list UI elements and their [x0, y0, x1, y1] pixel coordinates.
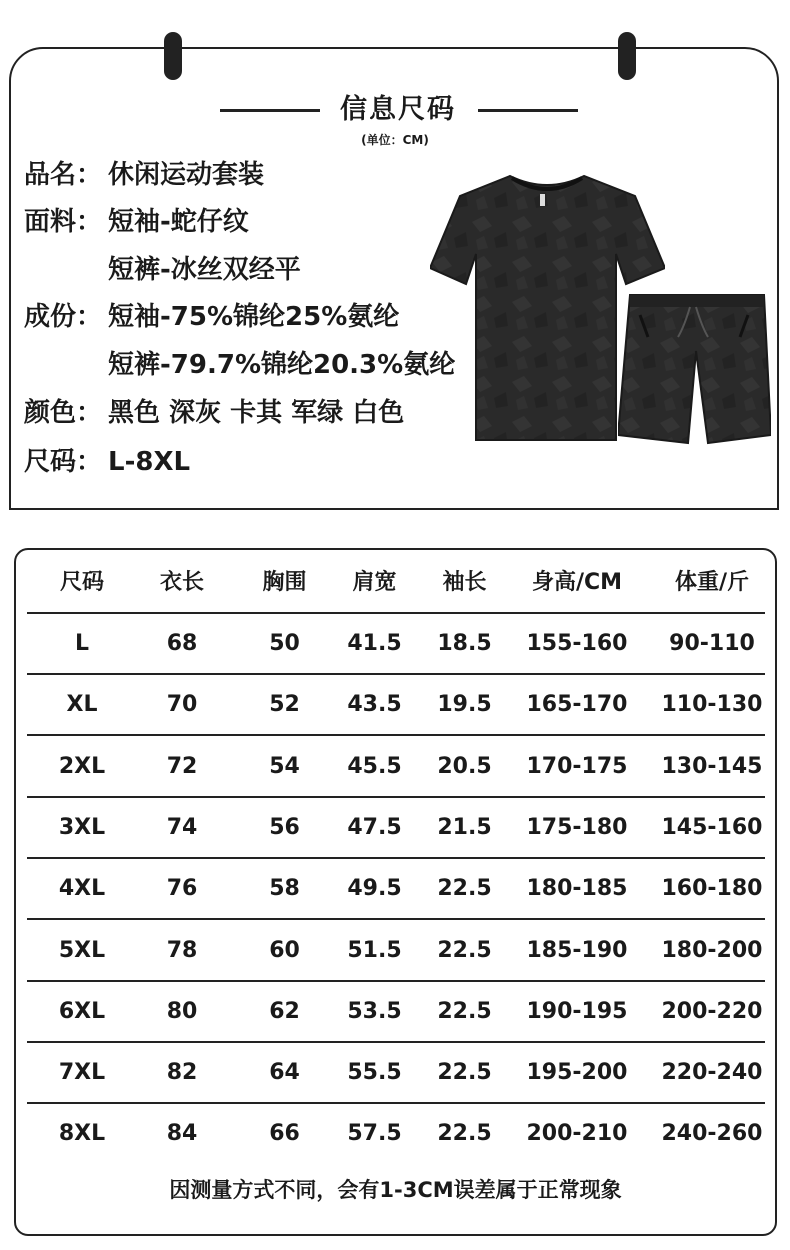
measurement-note: 因测量方式不同，会有1-3CM误差属于正常现象: [169, 1178, 622, 1202]
spec-fabric-value-2: 短裤-冰丝双经平: [108, 255, 301, 285]
cell-weight: 90-110: [669, 631, 755, 656]
binder-pin-right: [618, 32, 636, 80]
cell-shoulder: 53.5: [347, 998, 402, 1024]
cell-weight: 200-220: [661, 998, 763, 1024]
header-length: 衣长: [159, 570, 204, 595]
cell-chest: 58: [269, 876, 300, 902]
cell-height: 170-175: [526, 753, 628, 779]
title-row: [0, 92, 790, 132]
cell-sleeve: 22.5: [437, 1060, 492, 1086]
cell-height: 190-195: [526, 998, 628, 1024]
cell-weight: 240-260: [661, 1121, 763, 1147]
spec-composition: [24, 300, 399, 334]
table-row: [27, 614, 765, 675]
spec-color-value: 黑色 深灰 卡其 军绿 白色: [108, 398, 405, 428]
cell-size: 2XL: [58, 753, 106, 779]
cell-length: 74: [166, 814, 198, 840]
cell-height: 175-180: [526, 814, 628, 840]
cell-height: 195-200: [526, 1060, 628, 1086]
cell-chest: 66: [269, 1121, 300, 1147]
spec-composition-value-2: 短裤-79.7%锦纶20.3%氨纶: [108, 350, 456, 380]
shorts-image: [618, 293, 771, 445]
cell-length: 68: [166, 631, 198, 656]
table-row: [27, 675, 765, 736]
cell-size: 8XL: [58, 1121, 106, 1147]
cell-shoulder: 45.5: [347, 753, 402, 779]
cell-height: 180-185: [526, 876, 628, 902]
unit-caption: (单位：CM): [361, 133, 429, 147]
cell-length: 84: [166, 1121, 198, 1147]
table-row: [27, 1104, 765, 1165]
cell-weight: 110-130: [661, 692, 763, 718]
spec-size: [24, 445, 190, 479]
spec-color-label: 颜色：: [24, 398, 103, 428]
table-row: [27, 982, 765, 1043]
spec-composition-value-1: 短袖-75%锦纶25%氨纶: [108, 302, 400, 332]
cell-height: 185-190: [526, 937, 628, 963]
cell-shoulder: 55.5: [347, 1060, 402, 1086]
title-divider-right: [478, 109, 578, 112]
cell-length: 70: [166, 692, 198, 718]
cell-size: 5XL: [58, 937, 106, 963]
cell-chest: 60: [269, 937, 300, 963]
header-shoulder: 肩宽: [352, 570, 397, 595]
spec-name: [24, 158, 264, 192]
table-row: [27, 737, 765, 798]
cell-weight: 180-200: [661, 937, 763, 963]
cell-shoulder: 47.5: [347, 814, 402, 840]
cell-chest: 56: [269, 814, 300, 840]
spec-name-value: 休闲运动套装: [108, 160, 265, 190]
cell-shoulder: 49.5: [347, 876, 402, 902]
cell-height: 200-210: [526, 1121, 628, 1147]
spec-composition-label: 成份：: [24, 302, 103, 332]
spec-fabric-value-1: 短袖-蛇仔纹: [108, 207, 249, 237]
header-sleeve: 袖长: [442, 570, 487, 595]
cell-length: 76: [166, 876, 198, 902]
cell-chest: 50: [269, 631, 300, 656]
cell-shoulder: 51.5: [347, 937, 402, 963]
table-row: [27, 921, 765, 982]
cell-length: 80: [166, 998, 198, 1024]
cell-weight: 220-240: [661, 1060, 763, 1086]
cell-weight: 145-160: [661, 814, 763, 840]
cell-sleeve: 21.5: [437, 814, 492, 840]
cell-chest: 62: [269, 998, 300, 1024]
cell-weight: 160-180: [661, 876, 763, 902]
cell-height: 165-170: [526, 692, 628, 718]
cell-sleeve: 19.5: [437, 692, 492, 718]
header-weight: 体重/斤: [674, 570, 750, 595]
cell-length: 82: [166, 1060, 198, 1086]
cell-sleeve: 20.5: [437, 753, 492, 779]
cell-sleeve: 22.5: [437, 998, 492, 1024]
cell-sleeve: 18.5: [437, 631, 492, 656]
page-title: 信息尺码: [340, 94, 456, 125]
cell-size: 3XL: [58, 814, 106, 840]
header-chest: 胸围: [262, 570, 307, 595]
header-height: 身高/CM: [531, 570, 623, 595]
cell-size: XL: [66, 692, 98, 718]
cell-height: 155-160: [526, 631, 628, 656]
title-divider-left: [220, 109, 320, 112]
cell-chest: 52: [269, 692, 300, 718]
cell-sleeve: 22.5: [437, 1121, 492, 1147]
cell-size: 6XL: [58, 998, 106, 1024]
cell-chest: 54: [269, 753, 300, 779]
size-table-header: [27, 553, 765, 614]
spec-size-label: 尺码：: [24, 447, 103, 477]
cell-size: 4XL: [58, 876, 106, 902]
cell-chest: 64: [269, 1060, 300, 1086]
table-row: [27, 798, 765, 859]
cell-length: 78: [166, 937, 198, 963]
spec-fabric-label: 面料：: [24, 207, 103, 237]
cell-sleeve: 22.5: [437, 937, 492, 963]
spec-color: [24, 396, 404, 430]
header-size: 尺码: [59, 570, 104, 595]
spec-size-value: L-8XL: [108, 447, 191, 477]
cell-shoulder: 43.5: [347, 692, 402, 718]
cell-size: 7XL: [58, 1060, 106, 1086]
table-row: [27, 1043, 765, 1104]
cell-sleeve: 22.5: [437, 876, 492, 902]
cell-shoulder: 57.5: [347, 1121, 402, 1147]
cell-weight: 130-145: [661, 753, 763, 779]
cell-shoulder: 41.5: [347, 631, 402, 656]
table-row: [27, 859, 765, 920]
cell-length: 72: [166, 753, 198, 779]
spec-fabric: [24, 205, 249, 239]
spec-name-label: 品名：: [24, 160, 103, 190]
binder-pin-left: [164, 32, 182, 80]
cell-size: L: [74, 631, 90, 656]
